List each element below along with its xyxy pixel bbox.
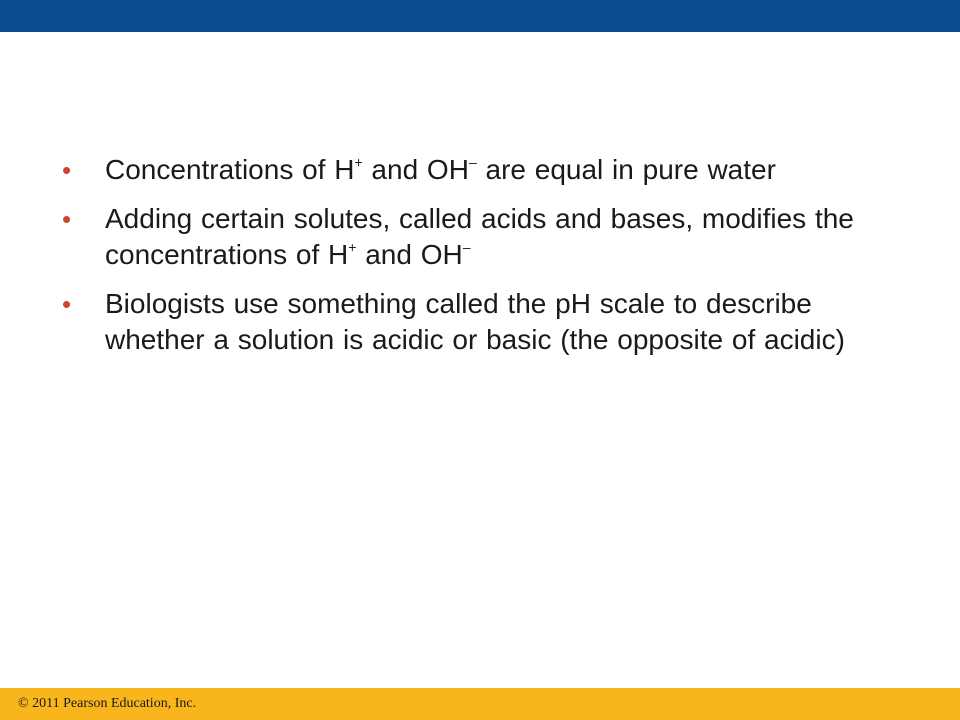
bullet-text-prefix: Adding certain solutes, called acids and bases, modifies the concentrations of H [105, 203, 854, 270]
bullet-text-mid: and OH [362, 154, 469, 185]
superscript-minus: – [468, 154, 477, 170]
bullet-text-mid: and OH [356, 239, 463, 270]
bullet-dot: • [62, 289, 72, 319]
footer-banner [0, 688, 960, 720]
superscript-plus: + [354, 154, 363, 170]
bullet-text: Biologists use something called the pH scale to describe whether a solution is acidic or basic (the opposite of acidic) [105, 288, 845, 355]
bullet-item-ph-scale [62, 286, 912, 358]
bullet-dot: • [62, 204, 72, 234]
top-banner [0, 0, 960, 32]
bullet-text-suffix: are equal in pure water [476, 154, 776, 185]
bullet-list [62, 152, 912, 371]
copyright-text: © 2011 Pearson Education, Inc. [18, 696, 197, 711]
bullet-item-acids-bases [62, 201, 912, 273]
superscript-plus: + [348, 239, 357, 255]
bullet-text-prefix: Concentrations of H [105, 154, 355, 185]
bullet-dot: • [62, 155, 72, 185]
bullet-item-equal-concentrations [62, 152, 912, 188]
superscript-minus: – [462, 239, 471, 255]
